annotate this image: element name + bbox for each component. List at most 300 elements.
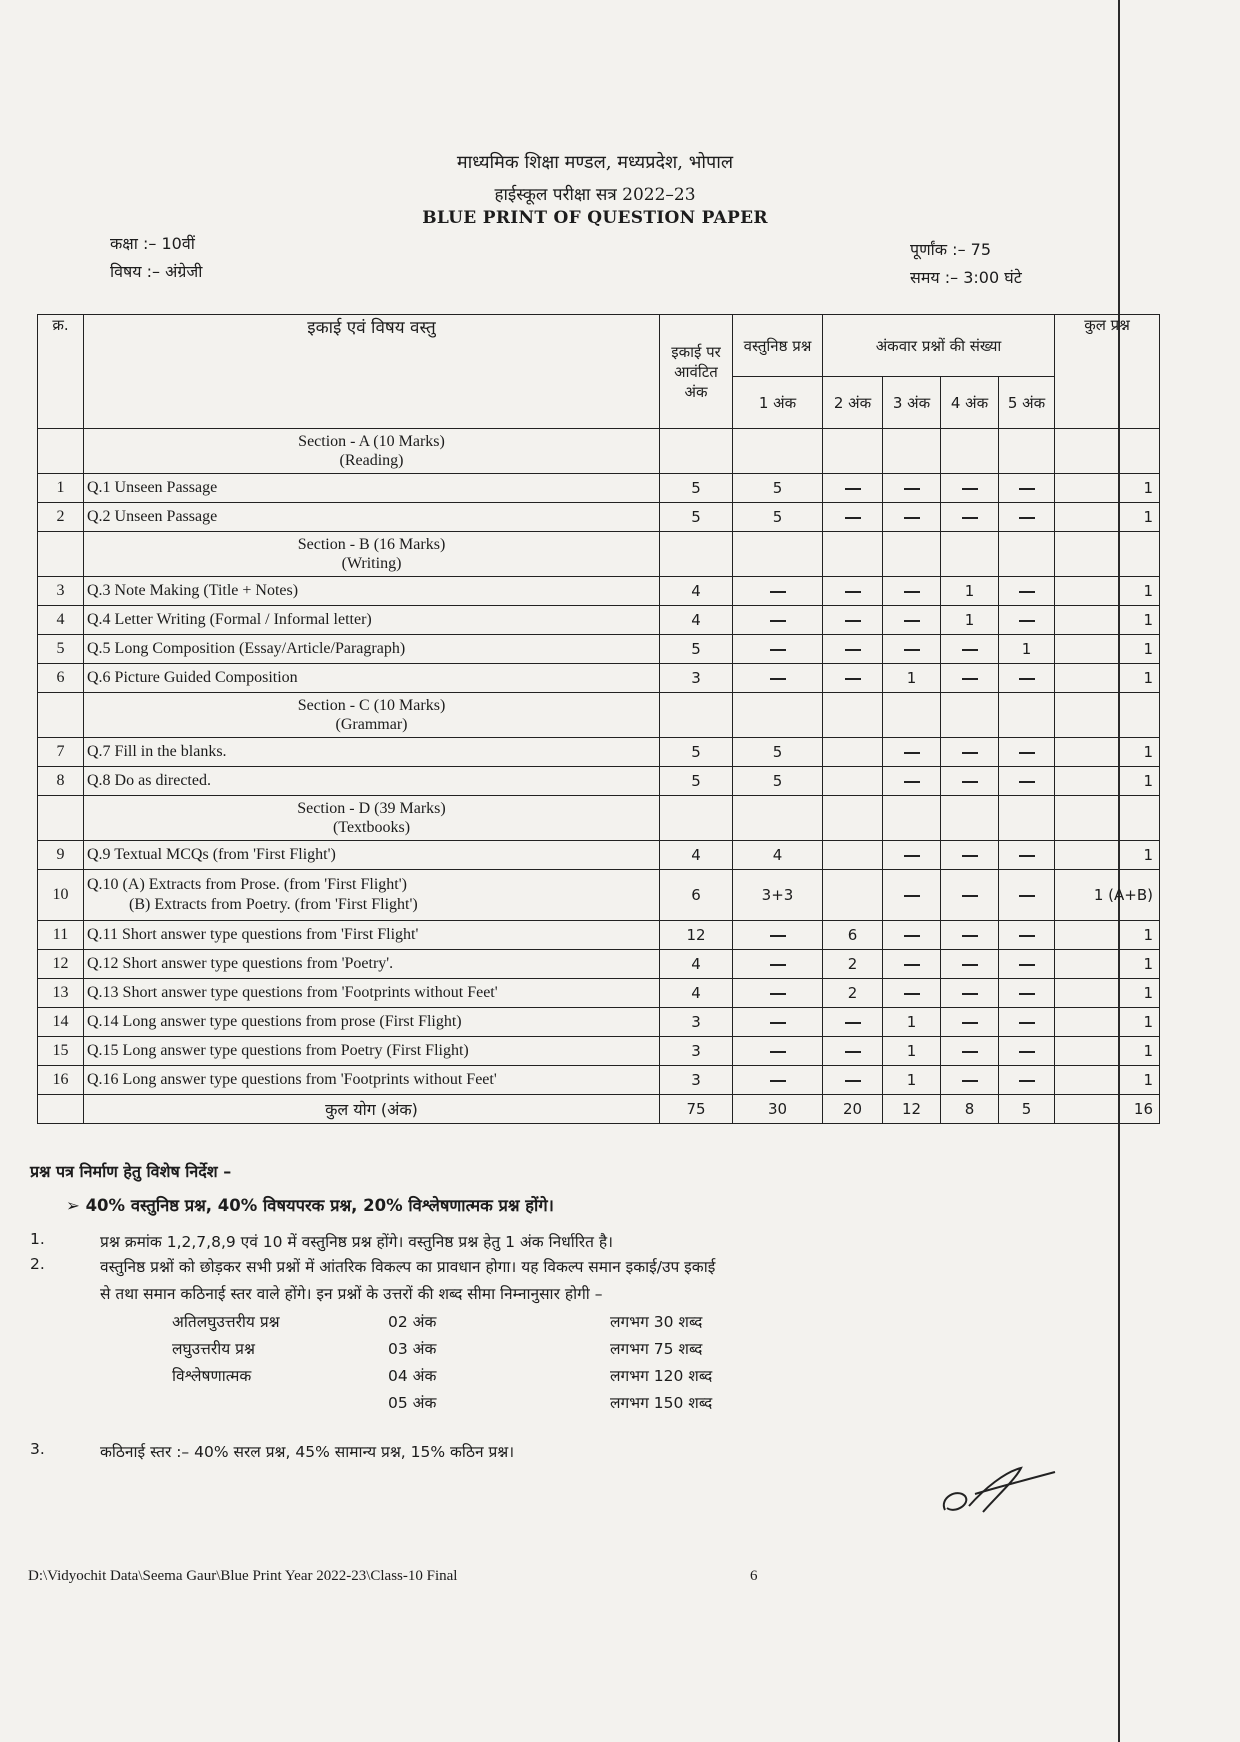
blueprint-table <box>37 314 1160 1124</box>
dash-mark <box>962 1051 978 1053</box>
dash-mark <box>770 1051 786 1053</box>
table-row <box>38 606 1160 635</box>
empty-cell <box>38 1095 84 1124</box>
allotted-marks: 5 <box>660 635 733 664</box>
total-questions: 1 <box>1055 635 1160 664</box>
header-5-marks: 5 अंक <box>999 377 1055 429</box>
total-questions: 1 <box>1055 841 1160 870</box>
objective-count <box>733 921 823 950</box>
total-two-mark: 20 <box>823 1095 883 1124</box>
point-1-text: प्रश्न क्रमांक 1,2,7,8,9 एवं 10 में वस्तुनिष्ठ प्रश्न होंगे। वस्तुनिष्ठ प्रश्न हेतु 1 अंक निर्धारित है। <box>100 1233 613 1251</box>
allotted-marks: 4 <box>660 577 733 606</box>
word-limit-type: लघुउत्तरीय प्रश्न <box>172 1340 255 1358</box>
row-topic: Q.7 Fill in the blanks. <box>84 738 660 767</box>
dash-mark <box>845 488 861 490</box>
table-row <box>38 664 1160 693</box>
allotted-marks: 6 <box>660 870 733 921</box>
allotted-marks: 3 <box>660 1008 733 1037</box>
objective-count <box>733 1066 823 1095</box>
dash-mark <box>1019 895 1035 897</box>
dash-mark <box>904 993 920 995</box>
dash-mark <box>962 935 978 937</box>
total-questions: 1 <box>1055 606 1160 635</box>
empty-cell <box>823 532 883 577</box>
five-mark-count <box>999 664 1055 693</box>
section-subheading: (Grammar) <box>335 716 408 733</box>
three-mark-count <box>883 503 941 532</box>
dash-mark <box>845 678 861 680</box>
board-name: माध्यमिक शिक्षा मण्डल, मध्यप्रदेश, भोपाल <box>456 152 734 173</box>
row-number: 8 <box>38 767 84 796</box>
dash-mark <box>904 781 920 783</box>
row-number: 12 <box>38 950 84 979</box>
empty-cell <box>883 429 941 474</box>
allotted-marks: 4 <box>660 841 733 870</box>
three-mark-count <box>883 767 941 796</box>
empty-cell <box>660 532 733 577</box>
class-label: कक्षा :– 10वीं <box>110 234 195 253</box>
objective-count <box>733 664 823 693</box>
empty-cell <box>823 693 883 738</box>
header-3-marks: 3 अंक <box>883 377 941 429</box>
two-mark-count <box>823 738 883 767</box>
five-mark-count <box>999 1008 1055 1037</box>
three-mark-count <box>883 870 941 921</box>
dash-mark <box>770 591 786 593</box>
dash-mark <box>1019 1080 1035 1082</box>
total-questions: 1 <box>1055 979 1160 1008</box>
two-mark-count <box>823 841 883 870</box>
five-mark-count <box>999 503 1055 532</box>
bullet-text: 40% वस्तुनिष्ठ प्रश्न, 40% विषयपरक प्रश्न, 20% विश्लेषणात्मक प्रश्न होंगे। <box>85 1196 554 1215</box>
three-mark-count <box>883 921 941 950</box>
two-mark-count <box>823 1008 883 1037</box>
max-marks-label: पूर्णांक :– 75 <box>910 240 992 259</box>
five-mark-count <box>999 738 1055 767</box>
empty-cell <box>941 693 999 738</box>
table-row <box>38 474 1160 503</box>
instructions-heading: प्रश्न पत्र निर्माण हेतु विशेष निर्देश – <box>30 1162 232 1181</box>
three-mark-count <box>883 577 941 606</box>
empty-cell <box>733 693 823 738</box>
section-row <box>38 532 1160 577</box>
total-three-mark: 12 <box>883 1095 941 1124</box>
allotted-marks: 3 <box>660 1037 733 1066</box>
empty-cell <box>883 693 941 738</box>
dash-mark <box>1019 855 1035 857</box>
three-mark-count: 1 <box>883 664 941 693</box>
four-mark-count <box>941 870 999 921</box>
dash-mark <box>904 488 920 490</box>
empty-cell <box>999 429 1055 474</box>
row-topic: Q.1 Unseen Passage <box>84 474 660 503</box>
empty-cell <box>823 796 883 841</box>
word-limit-marks: 04 अंक <box>388 1367 437 1385</box>
dash-mark <box>770 993 786 995</box>
five-mark-count <box>999 767 1055 796</box>
dash-mark <box>1019 1051 1035 1053</box>
section-subheading: (Textbooks) <box>332 819 411 836</box>
table-row <box>38 767 1160 796</box>
word-limit-count: लगभग 30 शब्द <box>610 1313 703 1331</box>
empty-cell <box>823 429 883 474</box>
five-mark-count <box>999 1066 1055 1095</box>
two-mark-count <box>823 635 883 664</box>
row-topic: Q.5 Long Composition (Essay/Article/Paragraph) <box>84 635 660 664</box>
row-topic: Q.11 Short answer type questions from 'First Flight' <box>84 921 660 950</box>
subject-label: विषय :– अंग्रेजी <box>110 262 203 281</box>
row-number: 6 <box>38 664 84 693</box>
total-four-mark: 8 <box>941 1095 999 1124</box>
total-questions: 1 <box>1055 474 1160 503</box>
objective-count <box>733 1037 823 1066</box>
empty-cell <box>1055 693 1160 738</box>
dash-mark <box>962 649 978 651</box>
dash-mark <box>845 1051 861 1053</box>
total-questions: 1 <box>1055 950 1160 979</box>
header-4-marks: 4 अंक <box>941 377 999 429</box>
allotted-marks: 5 <box>660 738 733 767</box>
two-mark-count <box>823 577 883 606</box>
dash-mark <box>904 855 920 857</box>
five-mark-count <box>999 921 1055 950</box>
dash-mark <box>962 1080 978 1082</box>
table-row <box>38 841 1160 870</box>
document-title: BLUE PRINT OF QUESTION PAPER <box>422 208 768 228</box>
allotted-marks: 5 <box>660 474 733 503</box>
dash-mark <box>962 1022 978 1024</box>
empty-cell <box>941 429 999 474</box>
total-question-count: 16 <box>1055 1095 1160 1124</box>
two-mark-count <box>823 1066 883 1095</box>
dash-mark <box>904 752 920 754</box>
objective-count: 5 <box>733 738 823 767</box>
row-number: 2 <box>38 503 84 532</box>
word-limit-count: लगभग 150 शब्द <box>610 1394 713 1412</box>
totals-row <box>38 1095 1160 1124</box>
section-row <box>38 693 1160 738</box>
empty-cell <box>941 796 999 841</box>
two-mark-count <box>823 606 883 635</box>
four-mark-count <box>941 1037 999 1066</box>
empty-cell <box>38 796 84 841</box>
word-limit-marks: 03 अंक <box>388 1340 437 1358</box>
section-title <box>84 693 660 738</box>
row-number: 10 <box>38 870 84 921</box>
three-mark-count <box>883 635 941 664</box>
row-topic: Q.9 Textual MCQs (from 'First Flight') <box>84 841 660 870</box>
point-3-text: कठिनाई स्तर :– 40% सरल प्रश्न, 45% सामान्य प्रश्न, 15% कठिन प्रश्न। <box>100 1443 515 1461</box>
dash-mark <box>962 517 978 519</box>
empty-cell <box>660 693 733 738</box>
four-mark-count <box>941 664 999 693</box>
objective-count: 4 <box>733 841 823 870</box>
dash-mark <box>845 1022 861 1024</box>
dash-mark <box>962 752 978 754</box>
table-row <box>38 635 1160 664</box>
two-mark-count <box>823 1037 883 1066</box>
row-number: 11 <box>38 921 84 950</box>
empty-cell <box>38 429 84 474</box>
five-mark-count <box>999 1037 1055 1066</box>
empty-cell <box>999 693 1055 738</box>
row-topic: Q.16 Long answer type questions from 'Footprints without Feet' <box>84 1066 660 1095</box>
four-mark-count <box>941 738 999 767</box>
two-mark-count: 2 <box>823 950 883 979</box>
dash-mark <box>770 935 786 937</box>
empty-cell <box>38 693 84 738</box>
time-label: समय :– 3:00 घंटे <box>910 268 1022 287</box>
point-1-number: 1. <box>30 1230 45 1248</box>
total-questions: 1 <box>1055 503 1160 532</box>
empty-cell <box>999 532 1055 577</box>
total-questions: 1 (A+B) <box>1055 870 1160 921</box>
two-mark-count <box>823 664 883 693</box>
five-mark-count <box>999 606 1055 635</box>
objective-count <box>733 635 823 664</box>
objective-count: 5 <box>733 767 823 796</box>
topic-line-1: Q.10 (A) Extracts from Prose. (from 'First Flight') <box>87 876 407 893</box>
empty-cell <box>941 532 999 577</box>
five-mark-count <box>999 870 1055 921</box>
table-row <box>38 738 1160 767</box>
row-number: 16 <box>38 1066 84 1095</box>
header-2-marks: 2 अंक <box>823 377 883 429</box>
table-row <box>38 1066 1160 1095</box>
empty-cell <box>733 429 823 474</box>
dash-mark <box>845 649 861 651</box>
dash-mark <box>904 620 920 622</box>
row-topic: Q.12 Short answer type questions from 'Poetry'. <box>84 950 660 979</box>
point-2-text-line2: से तथा समान कठिनाई स्तर वाले होंगे। इन प्रश्नों के उत्तरों की शब्द सीमा निम्नानुसार होगी – <box>100 1285 603 1303</box>
row-topic: Q.8 Do as directed. <box>84 767 660 796</box>
two-mark-count: 6 <box>823 921 883 950</box>
dash-mark <box>770 964 786 966</box>
word-limit-count: लगभग 75 शब्द <box>610 1340 703 1358</box>
allotted-marks: 3 <box>660 664 733 693</box>
three-mark-count <box>883 474 941 503</box>
dash-mark <box>962 488 978 490</box>
dash-mark <box>845 591 861 593</box>
five-mark-count <box>999 577 1055 606</box>
header-objective: वस्तुनिष्ठ प्रश्न <box>733 315 823 377</box>
page-number: 6 <box>750 1568 758 1584</box>
dash-mark <box>1019 678 1035 680</box>
dash-mark <box>1019 488 1035 490</box>
four-mark-count <box>941 635 999 664</box>
word-limit-type: विश्लेषणात्मक <box>172 1367 252 1385</box>
row-topic: Q.13 Short answer type questions from 'Footprints without Feet' <box>84 979 660 1008</box>
table-row <box>38 921 1160 950</box>
five-mark-count <box>999 950 1055 979</box>
dash-mark <box>1019 935 1035 937</box>
row-topic: Q.14 Long answer type questions from prose (First Flight) <box>84 1008 660 1037</box>
arrow-bullet-icon: ➢ <box>66 1196 80 1215</box>
table-row <box>38 1037 1160 1066</box>
objective-count: 5 <box>733 474 823 503</box>
section-title <box>84 532 660 577</box>
dash-mark <box>962 895 978 897</box>
empty-cell <box>660 796 733 841</box>
four-mark-count <box>941 979 999 1008</box>
row-number: 9 <box>38 841 84 870</box>
row-topic: Q.2 Unseen Passage <box>84 503 660 532</box>
dash-mark <box>845 1080 861 1082</box>
header-sno: क्र. <box>38 315 84 429</box>
four-mark-count: 1 <box>941 577 999 606</box>
dash-mark <box>1019 752 1035 754</box>
word-limit-marks: 05 अंक <box>388 1394 437 1412</box>
row-number: 5 <box>38 635 84 664</box>
row-topic: Q.6 Picture Guided Composition <box>84 664 660 693</box>
table-row <box>38 950 1160 979</box>
total-five-mark: 5 <box>999 1095 1055 1124</box>
section-heading: Section - B (16 Marks) <box>297 536 446 553</box>
total-questions: 1 <box>1055 1066 1160 1095</box>
empty-cell <box>883 532 941 577</box>
table-row <box>38 870 1160 921</box>
instructions-bullet <box>66 1193 554 1216</box>
total-questions: 1 <box>1055 921 1160 950</box>
four-mark-count <box>941 921 999 950</box>
exam-session: हाईस्कूल परीक्षा सत्र 2022–23 <box>494 185 696 205</box>
empty-cell <box>733 796 823 841</box>
three-mark-count <box>883 841 941 870</box>
dash-mark <box>962 781 978 783</box>
two-mark-count <box>823 767 883 796</box>
five-mark-count <box>999 841 1055 870</box>
objective-count <box>733 979 823 1008</box>
dash-mark <box>962 993 978 995</box>
section-heading: Section - C (10 Marks) <box>297 697 446 714</box>
dash-mark <box>1019 517 1035 519</box>
allotted-marks: 4 <box>660 979 733 1008</box>
five-mark-count: 1 <box>999 635 1055 664</box>
four-mark-count <box>941 950 999 979</box>
allotted-marks: 4 <box>660 950 733 979</box>
section-title <box>84 429 660 474</box>
row-number: 4 <box>38 606 84 635</box>
three-mark-count <box>883 606 941 635</box>
objective-count <box>733 577 823 606</box>
header-markwise: अंकवार प्रश्नों की संख्या <box>823 315 1055 377</box>
total-questions: 1 <box>1055 767 1160 796</box>
row-topic: Q.4 Letter Writing (Formal / Informal letter) <box>84 606 660 635</box>
three-mark-count: 1 <box>883 1066 941 1095</box>
dash-mark <box>904 517 920 519</box>
section-heading: Section - D (39 Marks) <box>297 800 446 817</box>
point-3-number: 3. <box>30 1440 45 1458</box>
dash-mark <box>770 620 786 622</box>
dash-mark <box>1019 620 1035 622</box>
three-mark-count: 1 <box>883 1037 941 1066</box>
point-2-text-line1: वस्तुनिष्ठ प्रश्नों को छोड़कर सभी प्रश्नों में आंतरिक विकल्प का प्रावधान होगा। यह विकल्प समान इकाई/उप इकाई <box>100 1258 716 1276</box>
section-heading: Section - A (10 Marks) <box>298 433 445 450</box>
row-number: 1 <box>38 474 84 503</box>
header-obj-mark: 1 अंक <box>733 377 823 429</box>
header-allotted: इकाई पर आवंटित अंक <box>660 315 733 429</box>
objective-count <box>733 1008 823 1037</box>
empty-cell <box>1055 429 1160 474</box>
total-questions: 1 <box>1055 664 1160 693</box>
three-mark-count <box>883 950 941 979</box>
allotted-marks: 3 <box>660 1066 733 1095</box>
four-mark-count <box>941 767 999 796</box>
three-mark-count: 1 <box>883 1008 941 1037</box>
word-limit-marks: 02 अंक <box>388 1313 437 1331</box>
total-objective: 30 <box>733 1095 823 1124</box>
empty-cell <box>999 796 1055 841</box>
dash-mark <box>770 678 786 680</box>
dash-mark <box>770 1022 786 1024</box>
total-questions: 1 <box>1055 577 1160 606</box>
total-questions: 1 <box>1055 738 1160 767</box>
dash-mark <box>1019 1022 1035 1024</box>
four-mark-count <box>941 841 999 870</box>
three-mark-count <box>883 738 941 767</box>
allotted-marks: 4 <box>660 606 733 635</box>
empty-cell <box>733 532 823 577</box>
dash-mark <box>1019 591 1035 593</box>
dash-mark <box>845 620 861 622</box>
total-allotted: 75 <box>660 1095 733 1124</box>
objective-count: 5 <box>733 503 823 532</box>
row-number: 3 <box>38 577 84 606</box>
section-subheading: (Reading) <box>339 452 404 469</box>
dash-mark <box>962 964 978 966</box>
four-mark-count <box>941 474 999 503</box>
three-mark-count <box>883 979 941 1008</box>
point-2-number: 2. <box>30 1255 45 1273</box>
dash-mark <box>904 935 920 937</box>
two-mark-count <box>823 503 883 532</box>
section-subheading: (Writing) <box>341 555 402 572</box>
dash-mark <box>1019 781 1035 783</box>
dash-mark <box>962 855 978 857</box>
dash-mark <box>904 895 920 897</box>
two-mark-count: 2 <box>823 979 883 1008</box>
allotted-marks: 5 <box>660 767 733 796</box>
dash-mark <box>770 649 786 651</box>
section-title <box>84 796 660 841</box>
dash-mark <box>962 678 978 680</box>
four-mark-count <box>941 503 999 532</box>
dash-mark <box>904 591 920 593</box>
dash-mark <box>1019 993 1035 995</box>
total-questions: 1 <box>1055 1008 1160 1037</box>
total-questions: 1 <box>1055 1037 1160 1066</box>
objective-count <box>733 950 823 979</box>
word-limit-count: लगभग 120 शब्द <box>610 1367 713 1385</box>
empty-cell <box>38 532 84 577</box>
empty-cell <box>1055 796 1160 841</box>
row-topic: Q.15 Long answer type questions from Poetry (First Flight) <box>84 1037 660 1066</box>
dash-mark <box>904 649 920 651</box>
five-mark-count <box>999 979 1055 1008</box>
section-row <box>38 429 1160 474</box>
table-row <box>38 503 1160 532</box>
row-topic <box>84 870 660 921</box>
allotted-marks: 5 <box>660 503 733 532</box>
two-mark-count <box>823 870 883 921</box>
four-mark-count: 1 <box>941 606 999 635</box>
row-number: 13 <box>38 979 84 1008</box>
empty-cell <box>1055 532 1160 577</box>
word-limit-type: अतिलघुउत्तरीय प्रश्न <box>172 1313 280 1331</box>
row-number: 15 <box>38 1037 84 1066</box>
two-mark-count <box>823 474 883 503</box>
topic-line-2: (B) Extracts from Poetry. (from 'First Flight') <box>129 896 418 913</box>
